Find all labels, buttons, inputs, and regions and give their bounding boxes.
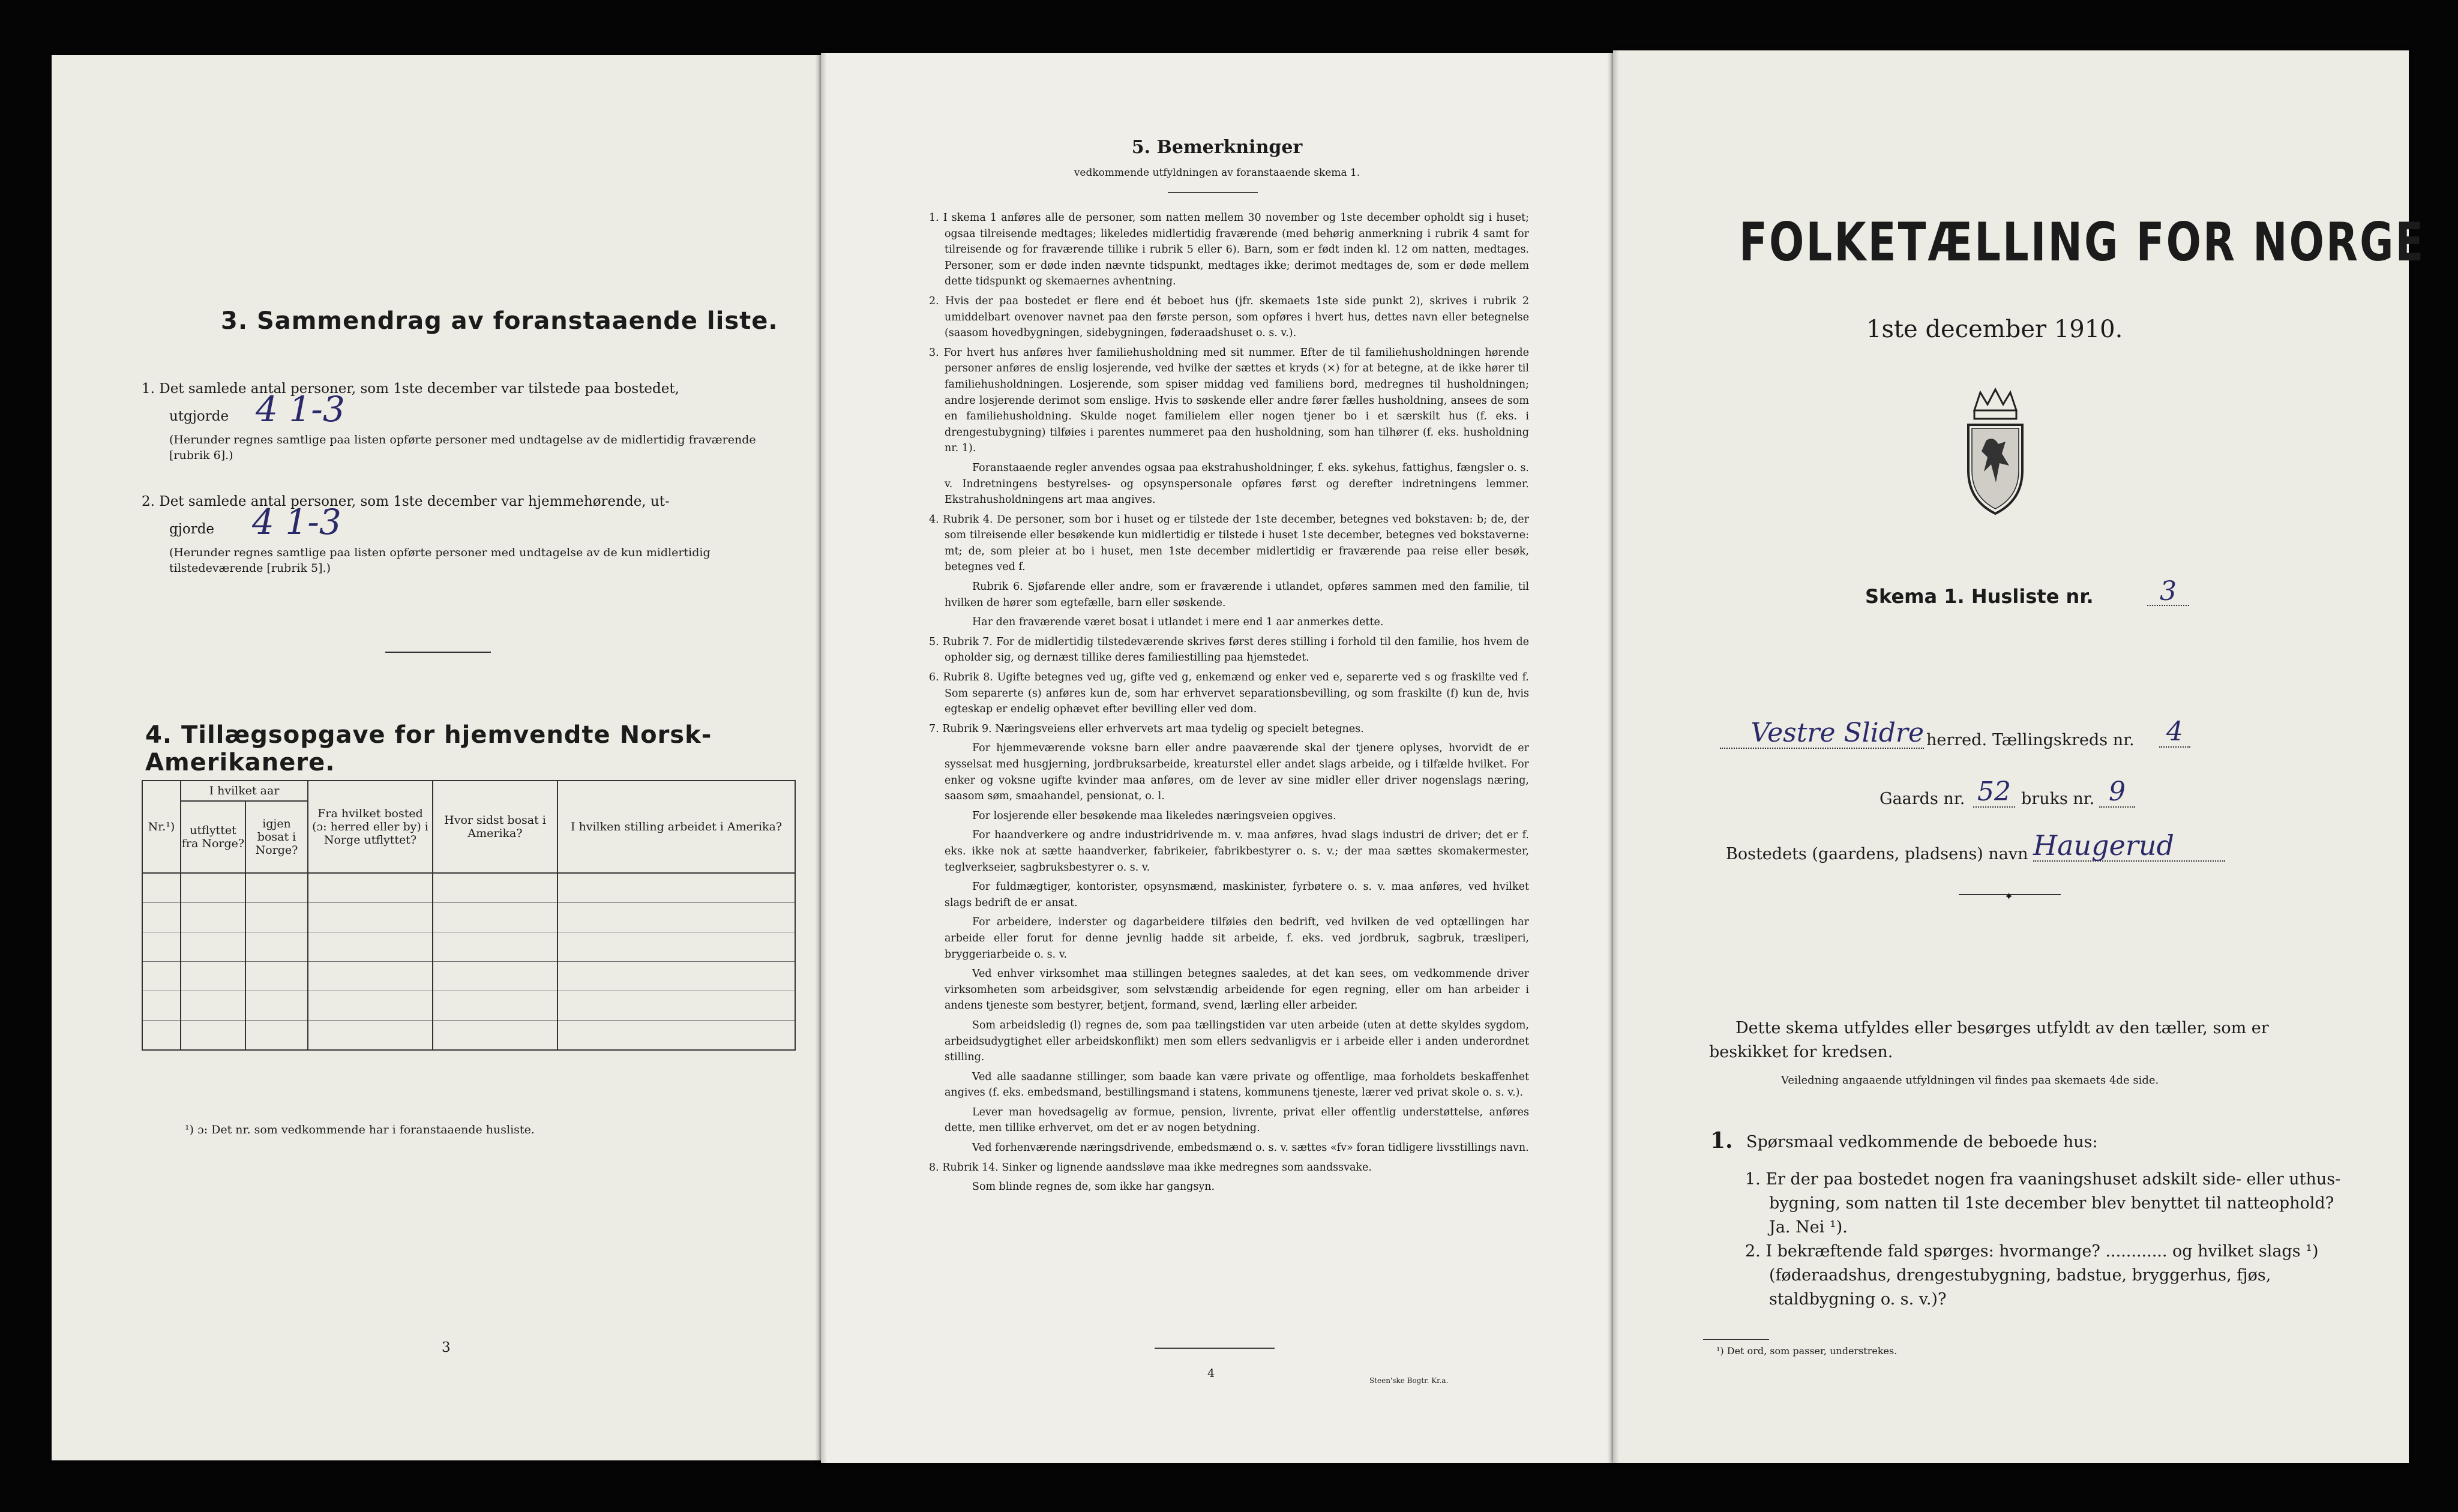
remark-paragraph: 4. Rubrik 4. De personer, som bor i huset og er tilstede der 1ste december, betegnes ved bokstaven: b; de, der som tilreisende eller besøkende kun midlertidig er tilstede i huset 1ste december, betegnes ved bokstaverne: mt; de, som pleier at bo i huset, men 1ste december midlertidig er fraværende paa reise eller besøk, betegnes ved f. — [929, 513, 1529, 574]
question-heading: Spørsmaal vedkommende de beboede hus: — [1746, 1133, 2098, 1151]
question-1: 1. Er der paa bostedet nogen fra vaaningshuset adskilt side- eller uthus-bygning, som natten til 1ste december blev benyttet til natteophold? Ja. Nei ¹). — [1745, 1170, 2341, 1237]
page-middle — [821, 53, 1613, 1463]
norsk-amerikanere-table — [142, 780, 796, 1051]
bruks-value: 9 — [2099, 776, 2135, 808]
page-number-middle: 4 — [1207, 1367, 1215, 1380]
bruks-label: bruks nr. — [2021, 790, 2095, 808]
col-stilling: I hvilken stilling arbeidet i Amerika? — [557, 781, 795, 873]
remark-paragraph: For haandverkere og andre industridrivende m. v. maa anføres, hvad slags industri de driver; det er f. eks. ikke nok at sætte haandverker, fabrikeier, fabrikbestyrer o. s. v.; der maa sættes skomakermester, teglverkseier, sagbruksbestyrer o. s. v. — [945, 829, 1529, 874]
printer-mark: Steen'ske Bogtr. Kr.a. — [1369, 1376, 1449, 1385]
remark-paragraph: Lever man hovedsagelig av formue, pension, livrente, privat eller offentlig understøttelse, anføres dette, men tillike erhvervet, om det er av nogen betydning. — [945, 1106, 1529, 1135]
bemerkninger-title: 5. Bemerkninger — [1131, 137, 1303, 158]
gaards-label: Gaards nr. — [1880, 790, 1965, 808]
herred-value: Vestre Slidre — [1720, 718, 1924, 749]
remark-paragraph: For fuldmægtiger, kontorister, opsynsmænd, maskinister, fyrbøtere o. s. v. maa anføres, ved hvilket slags bedrift de er ansat. — [945, 881, 1529, 909]
right-footnote: ¹) Det ord, som passer, understrekes. — [1716, 1345, 1898, 1357]
remark-paragraph: 8. Rubrik 14. Sinker og lignende aandssløve maa ikke medregnes som aandssvake. — [929, 1161, 1372, 1174]
page-right — [1613, 50, 2426, 1463]
table-row — [142, 903, 795, 932]
remark-paragraph: 7. Rubrik 9. Næringsveiens eller erhvervets art maa tydelig og specielt betegnes. — [929, 722, 1364, 735]
remark-paragraph: For losjerende eller besøkende maa likeledes næringsveien opgives. — [972, 809, 1336, 822]
kreds-label: Tællingskreds nr. — [1992, 731, 2135, 749]
col-sidst-bosat: Hvor sidst bosat i Amerika? — [433, 781, 557, 873]
remark-paragraph: 1. I skema 1 anføres alle de personer, som natten mellem 30 november og 1ste december opholdt sig i huset; ogsaa tilreisende medtages; likeledes midlertidig fraværende (med behørig anmerkning i rubrik 4 samt for tilreisende og for fraværende tillike i rubrik 5 eller 6). Barn, som er født inden kl. 12 om natten, medtages. Personer, som er døde inden nævnte tidspunkt, medtages ikke; derimot medtages de, som er døde mellem dette tidspunkt og skemaernes avhentning. — [929, 212, 1529, 288]
divider — [1703, 1339, 1769, 1340]
divider — [1155, 1348, 1275, 1349]
divider — [385, 652, 491, 653]
bosted-label: Bostedets (gaardens, pladsens) navn — [1726, 845, 2028, 863]
husliste-nr: 3 — [2147, 576, 2189, 606]
instruction-small: Veiledning angaaende utfyldningen vil findes paa skemaets 4de side. — [1781, 1074, 2159, 1087]
remark-paragraph: Ved enhver virksomhet maa stillingen betegnes saaledes, at det kan sees, om vedkommende driver virksomheten som arbeidsgiver, som selvstændig arbeidende for egen regning, eller om han arbeider i andens tjeneste som bestyrer, betjent, formand, svend, lærling eller arbeider. — [945, 968, 1529, 1012]
item2-value: 4 1-3 — [252, 502, 341, 542]
table-footnote: ¹) ɔ: Det nr. som vedkommende har i foranstaaende husliste. — [185, 1123, 535, 1136]
remark-paragraph: 5. Rubrik 7. For de midlertidig tilstedeværende skrives først deres stilling i forhold til den familie, hos hvem de opholder sig, og dernæst tillike deres familiestilling paa hjemstedet. — [929, 635, 1529, 664]
schema-label: Skema 1. Husliste nr. — [1865, 585, 2094, 608]
ornament-icon: ✦ — [2004, 890, 2014, 903]
bosted-value: Haugerud — [2033, 829, 2225, 862]
item2-note: (Herunder regnes samtlige paa listen opførte personer med undtagelse av de kun midlertidig tilstedeværende [rubrik 5].) — [169, 546, 711, 575]
remark-paragraph: Har den fraværende været bosat i utlandet i mere end 1 aar anmerkes dette. — [972, 616, 1384, 629]
table-row — [142, 991, 795, 1021]
remark-paragraph: 2. Hvis der paa bostedet er flere end ét beboet hus (jfr. skemaets 1ste side punkt 2), skrives i rubrik 2 umiddelbart ovenover navnet paa den første person, som opføres i hvert hus, dettes navn eller betegnelse (saasom hovedbygningen, sidebygningen, føderaadshuset o. s. v.). — [929, 295, 1529, 340]
item2-utgjorde: gjorde — [169, 521, 215, 537]
remark-paragraph: 3. For hvert hus anføres hver familiehusholdning med sit nummer. Efter de til familiehusholdningen hørende personer anføres de enslig losjerende, ved hvilke der sættes et kryds (×) for at betegne, at de ikke hører til familiehusholdningen. Losjerende, som spiser middag ved familiens bord, medregnes til husholdningen; andre losjerende derimot som enslige. Hvis to søskende eller andre fører fælles husholdning, ansees de som en familiehusholdning. Skulde noget familielem eller nogen tjener bo i et særskilt hus (f. eks. i drengestubygning) tilføies i parentes nummeret paa den husholdning, som han tilhører (f. eks. husholdning nr. 1). — [929, 346, 1529, 455]
col-igjen-bosat: igjen bosat i Norge? — [245, 801, 308, 873]
col-nr: Nr.¹) — [142, 781, 181, 873]
section4-title: 4. Tillægsopgave for hjemvendte Norsk-Amerikanere. — [145, 721, 712, 776]
table-row — [142, 932, 795, 962]
table-row — [142, 1021, 795, 1051]
section3-title: 3. Sammendrag av foranstaaende liste. — [221, 307, 778, 335]
col-utflyttet: utflyttet fra Norge? — [181, 801, 245, 873]
item1-text: 1. Det samlede antal personer, som 1ste december var tilstede paa bostedet, — [142, 381, 679, 397]
divider — [1168, 192, 1258, 193]
item2-text: 2. Det samlede antal personer, som 1ste december var hjemmehørende, ut- — [142, 494, 670, 509]
remark-paragraph: Foranstaaende regler anvendes ogsaa paa ekstrahusholdninger, f. eks. sykehus, fattighus, fængsler o. s. v. Indretningens bestyrelses- og opsynspersonale opføres først og derefter indretningens lemmer. Ekstrahusholdningens art maa angives. — [945, 461, 1529, 506]
remark-paragraph: 6. Rubrik 8. Ugifte betegnes ved ug, gifte ved g, enkemænd og enker ved e, separerte ved s og fraskilte ved f. Som separerte (s) anføres kun de, som har erhvervet separationsbevilling, og som fraskilte (f) kun de, hvis egteskap er endelig ophævet efter bevilling eller ved dom. — [929, 671, 1529, 716]
kreds-value: 4 — [2159, 716, 2190, 748]
remark-paragraph: Som arbeidsledig (l) regnes de, som paa tællingstiden var uten arbeide (uten at dette skyldes sygdom, arbeidsudygtighet eller arbeidskonflikt) men som ellers sedvanligvis er i arbeide eller i anden underordnet stilling. — [945, 1019, 1529, 1064]
col-group-aar: I hvilket aar — [181, 781, 308, 801]
remarks-list — [929, 210, 1529, 1199]
item1-note: (Herunder regnes samtlige paa listen opførte personer med undtagelse av de midlertidig fraværende [rubrik 6].) — [169, 433, 756, 462]
page-left — [52, 55, 821, 1460]
table-row — [142, 962, 795, 991]
census-date: 1ste december 1910. — [1866, 316, 2123, 343]
question-2: 2. I bekræftende fald spørges: hvormange? ............ og hvilket slags ¹) (føderaadshus, drengestubygning, badstue, bryggerhus, fjøs, staldbygning o. s. v.)? — [1745, 1242, 2319, 1309]
bemerkninger-subtitle: vedkommende utfyldningen av foranstaaende skema 1. — [1074, 167, 1360, 179]
col-fra-bosted: Fra hvilket bosted (ɔ: herred eller by) i Norge utflyttet? — [308, 781, 433, 873]
herred-label: herred. — [1926, 731, 1988, 749]
norway-coat-of-arms-icon — [1956, 386, 2034, 521]
item1-utgjorde: utgjorde — [169, 409, 229, 424]
census-title: FOLKETÆLLING FOR NORGE — [1739, 211, 2426, 273]
remark-paragraph: Ved alle saadanne stillinger, som baade kan være private og offentlige, maa forholdets beskaffenhet angives (f. eks. embedsmand, bestillingsmand i statens, kommunens tjeneste, lærer ved privat skole o. s. v.). — [945, 1070, 1529, 1099]
question-heading-number: 1. — [1710, 1128, 1733, 1153]
remark-paragraph: Rubrik 6. Sjøfarende eller andre, som er fraværende i utlandet, opføres sammen med den familie, til hvilken de hører som egtefælle, barn eller søskende. — [945, 581, 1529, 609]
remark-paragraph: Ved forhenværende næringsdrivende, embedsmænd o. s. v. sættes «fv» foran tidligere livsstillings navn. — [972, 1142, 1529, 1154]
remark-paragraph: For arbeidere, inderster og dagarbeidere tilføies den bedrift, ved hvilken de ved optællingen har arbeide eller forut for denne jevnlig hadde sit arbeide, f. eks. ved jordbruk, sagbruk, træsliperi, bryggeriarbeide o. s. v. — [945, 916, 1529, 961]
remark-paragraph: Som blinde regnes de, som ikke har gangsyn. — [972, 1181, 1215, 1193]
item1-value: 4 1-3 — [256, 389, 345, 430]
gaards-value: 52 — [1973, 776, 2015, 808]
instruction-text: Dette skema utfyldes eller besørges utfyldt av den tæller, som er beskikket for kredsen. — [1709, 1019, 2269, 1061]
remark-paragraph: For hjemmeværende voksne barn eller andre paaværende skal der tjenere oplyses, hvorvidt de er sysselsat med husgjerning, jordbruksarbeide, kreaturstel eller andet slags arbeide, og i tilfælde hvilket. For enker og voksne ugifte kvinder maa anføres, om de lever av sine midler eller driver nogenslags næring, saasom søm, smaahandel, pensionat, o. l. — [945, 742, 1529, 803]
page-number-left: 3 — [442, 1340, 451, 1355]
table-row — [142, 873, 795, 903]
